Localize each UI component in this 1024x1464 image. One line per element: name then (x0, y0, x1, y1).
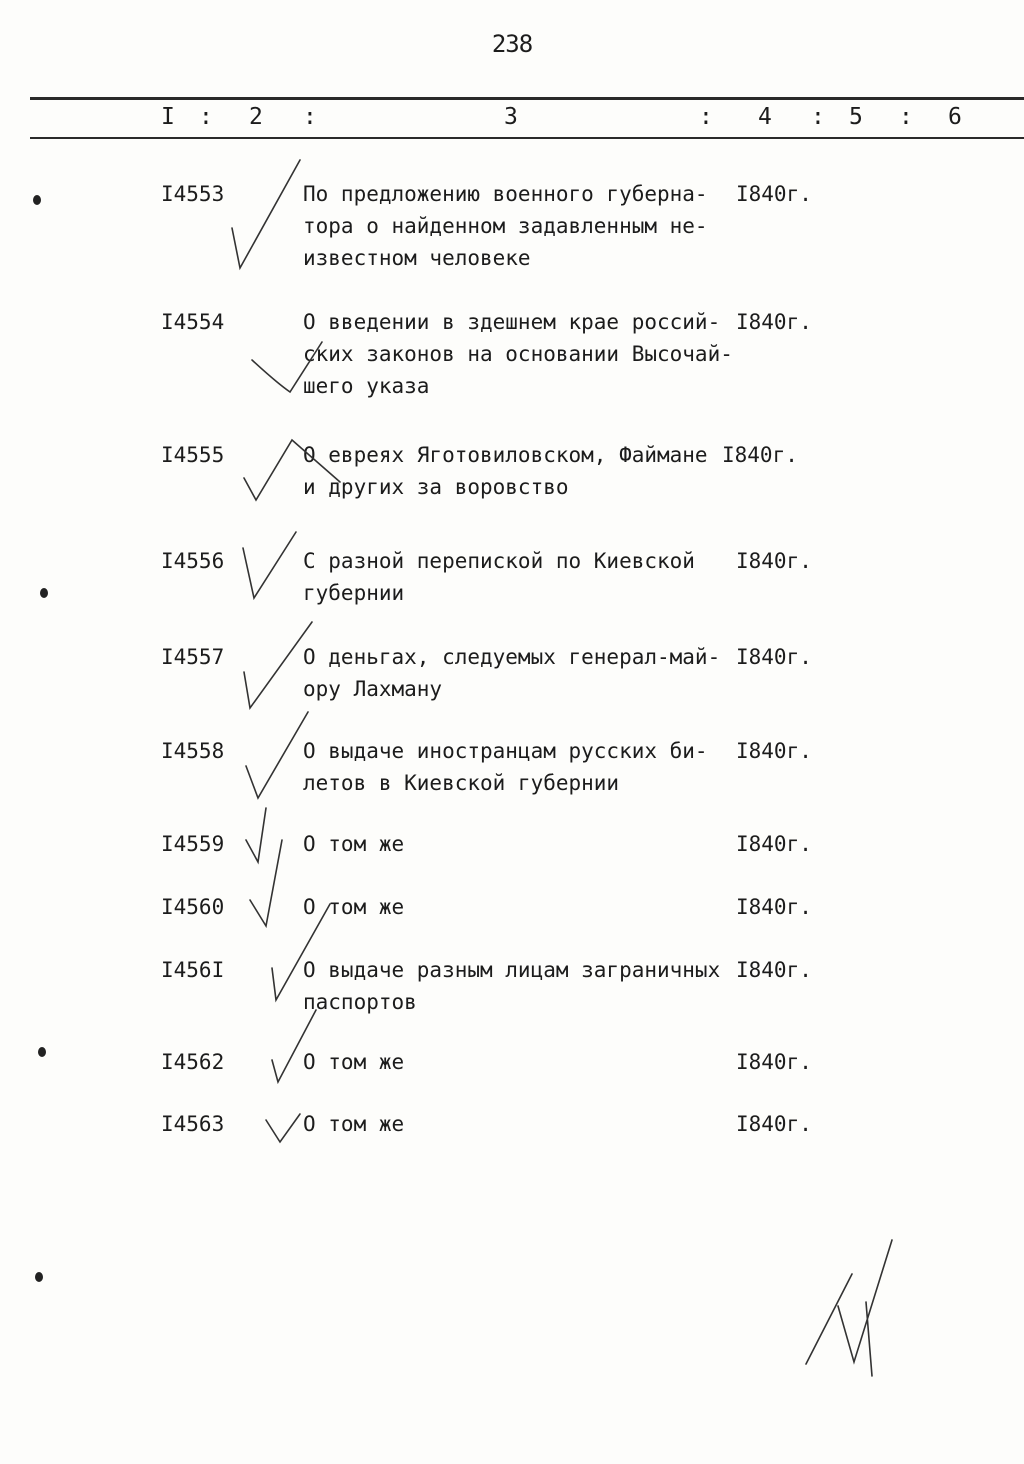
entry-description (303, 439, 708, 503)
entry-year: I840г. (736, 645, 812, 669)
entry-description (303, 735, 708, 799)
entry-line: губернии (303, 581, 405, 605)
entry-description (303, 641, 720, 705)
check-mark (246, 808, 266, 862)
entry-number: I4554 (161, 310, 225, 334)
entry-description (303, 1046, 404, 1078)
entry-year: I840г. (736, 310, 812, 334)
entry-number: I456I (161, 958, 225, 982)
column-separator: : (199, 104, 213, 130)
check-mark (246, 712, 308, 798)
entry-line: О деньгах, следуемых генерал-май- (303, 645, 721, 669)
entry-line: шего указа (303, 374, 430, 398)
entry-number: I4555 (161, 443, 225, 467)
column-separator: : (811, 104, 825, 130)
header-rule-bottom (30, 137, 1024, 139)
entry-line: С разной перепиской по Киевской (303, 549, 695, 573)
entry-year: I840г. (736, 895, 812, 919)
column-header-2: 2 (249, 104, 263, 130)
entry-number: I4559 (161, 832, 225, 856)
column-separator: : (699, 104, 713, 130)
entry-year: I840г. (736, 1050, 812, 1074)
column-header-3: 3 (504, 104, 518, 130)
hole-punch-mark (33, 195, 41, 205)
entry-year: I840г. (736, 832, 812, 856)
column-separator: : (303, 104, 317, 130)
entry-year: I840г. (722, 443, 798, 467)
entry-line: и других за воровство (303, 475, 569, 499)
entry-number: I4553 (161, 182, 225, 206)
entry-line: паспортов (303, 990, 417, 1014)
entry-line: По предложению военного губерна- (303, 182, 708, 206)
check-mark (243, 532, 296, 598)
column-header-1: I (161, 104, 175, 130)
entry-year: I840г. (736, 1112, 812, 1136)
entry-number: I4557 (161, 645, 225, 669)
check-mark (232, 160, 300, 268)
entry-line: О введении в здешнем крае россий- (303, 310, 721, 334)
entry-line: О том же (303, 1112, 405, 1136)
signature-mark (806, 1240, 892, 1376)
entry-description (303, 954, 720, 1018)
entry-line: О евреях Яготовиловском, Файмане (303, 443, 708, 467)
check-mark (250, 840, 282, 926)
entry-year: I840г. (736, 549, 812, 573)
entry-number: I4556 (161, 549, 225, 573)
entry-number: I4560 (161, 895, 225, 919)
entry-year: I840г. (736, 739, 812, 763)
entry-number: I4562 (161, 1050, 225, 1074)
entry-description (303, 828, 404, 860)
hole-punch-mark (38, 1047, 46, 1057)
entry-line: тора о найденном задавленным не- (303, 214, 708, 238)
entry-description (303, 545, 695, 609)
column-header-5: 5 (849, 104, 863, 130)
entry-year: I840г. (736, 958, 812, 982)
hole-punch-mark (40, 588, 48, 598)
column-header-6: 6 (948, 104, 962, 130)
entry-description (303, 306, 733, 402)
entry-line: О выдаче иностранцам русских би- (303, 739, 708, 763)
entry-line: О том же (303, 832, 405, 856)
check-mark (244, 622, 312, 708)
entry-line: О выдаче разным лицам заграничных (303, 958, 721, 982)
check-mark (266, 1114, 300, 1142)
hole-punch-mark (35, 1272, 43, 1282)
entry-line: ору Лахману (303, 677, 443, 701)
entry-line: известном человеке (303, 246, 531, 270)
entry-description (303, 891, 404, 923)
entry-description (303, 178, 708, 274)
entry-line: летов в Киевской губернии (303, 771, 620, 795)
page-number: 238 (491, 30, 533, 58)
header-rule-top (30, 97, 1024, 100)
column-header-4: 4 (758, 104, 772, 130)
entry-line: ских законов на основании Высочай- (303, 342, 733, 366)
entry-line: О том же (303, 895, 405, 919)
entry-number: I4563 (161, 1112, 225, 1136)
entry-line: О том же (303, 1050, 405, 1074)
column-separator: : (899, 104, 913, 130)
entry-number: I4558 (161, 739, 225, 763)
entry-year: I840г. (736, 182, 812, 206)
entry-description (303, 1108, 404, 1140)
